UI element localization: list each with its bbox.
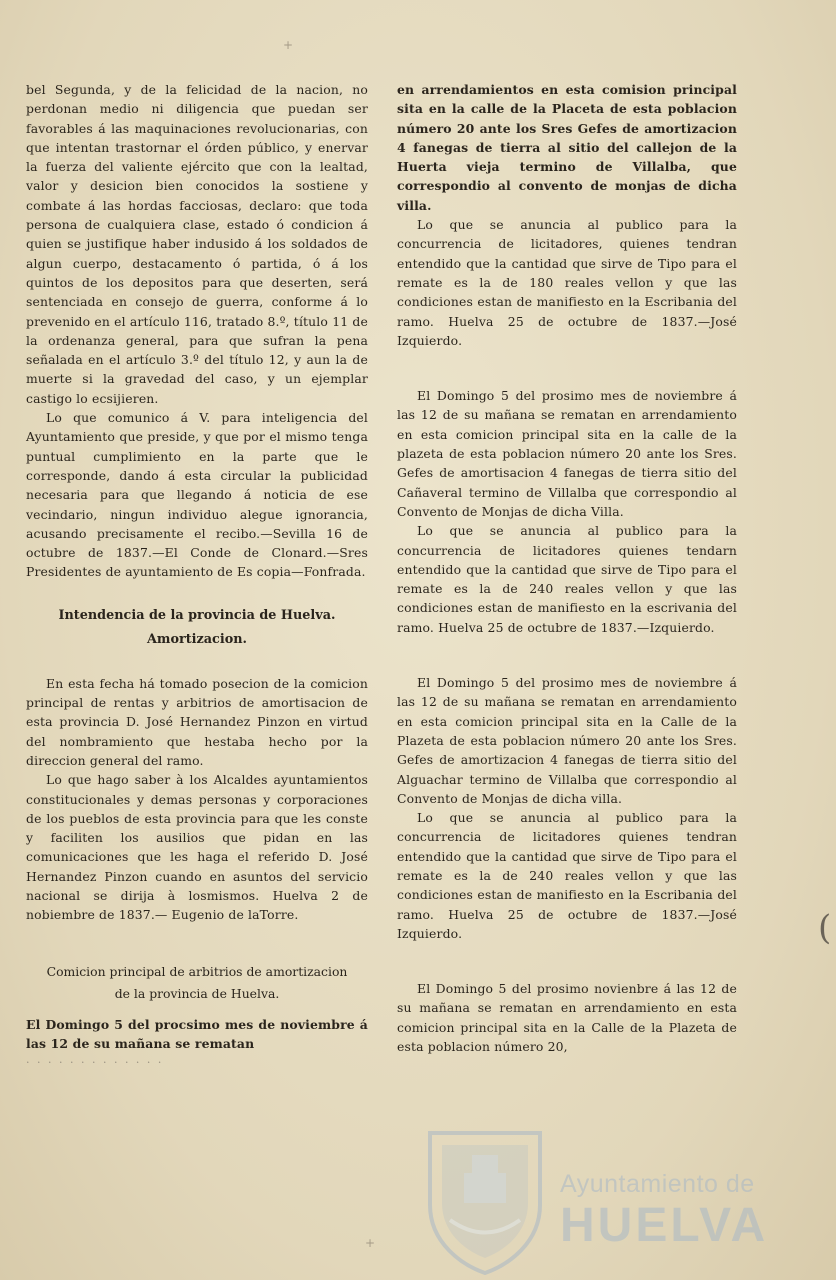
right-column — [397, 80, 737, 1056]
watermark-line-1: Ayuntamiento de — [560, 1170, 755, 1198]
left-column — [26, 80, 368, 1072]
faded-bottom-line: · · · · · · · · · · · · · — [26, 1056, 164, 1070]
right-paragraph-7: El Domingo 5 del prosimo novienbre á las 12 de su mañana se rematan en arrendamiento en esta comicion principal sita en la Calle de la Plazeta de esta poblacion número 20, — [397, 981, 737, 1055]
right-paragraph-4: Lo que se anuncia al publico para la concurrencia de licitadores quienes tendarn entendido que la cantidad que sirve de Tipo para el remate es la de 240 reales vellon y que las condiciones estan de manifiesto en la escrivania del ramo. Huelva 25 de octubre de 1837.—Izquierdo. — [397, 523, 737, 635]
right-paragraph-3: El Domingo 5 del prosimo mes de noviembre á las 12 de su mañana se rematan en arrendamiento en esta comicion principal sita en la calle de la plazeta de esta poblacion número 20 ante los Sres. Gefes de amortisacion 4 fanegas de tierra sitio del Cañaveral termino de Villalba que correspondio al Convento de Monjas de dicha Villa. — [397, 388, 737, 519]
right-paragraph-2: Lo que se anuncia al publico para la concurrencia de licitadores, quienes tendran entendido que la cantidad que sirve de Tipo para el remate es la de 180 reales vellon y que las condiciones estan de manifiesto en la Escribania del ramo. Huelva 25 de octubre de 1837.—José Izquierdo. — [397, 217, 737, 348]
intendencia-heading: Intendencia de la provincia de Huelva. — [58, 607, 336, 623]
left-paragraph-1: bel Segunda, y de la felicidad de la nacion, no perdonan medio ni diligencia que puedan ser favorables á las maquinaciones revolucionarias, con que intentan trastornar el órden público, y enervar la fuerza del valiente ejército que con la lealtad, valor y desicion bien conocidos la sostiene y combate á las hordas facciosas, declaro: que toda persona de cualquiera clase, estado ó condicion á quien se justifique haber indusido á los soldados de algun cuerpo, destacamento ó partida, ó á los quintos de los depositos para que deserten, será sentenciada en consejo de guerra, conforme á lo prevenido en el artículo 116, tratado 8.º, título 11 de la ordenanza general, para que sufran la pena señalada en el artículo 3.º del título 12, y aun la de muerte si la gravedad del caso, y un ejemplar castigo lo ecsijieren. — [26, 82, 368, 406]
margin-bracket-mark: ( — [818, 908, 832, 948]
right-paragraph-6: Lo que se anuncia al publico para la concurrencia de licitadores quienes tendran entendido que la cantidad que sirve de Tipo para el remate es la de 240 reales vellon y que las condiciones estan de manifiesto en la Escribania del ramo. Huelva 25 de octubre de 1837.—José Izquierdo. — [397, 810, 737, 941]
left-paragraph-4: Lo que hago saber à los Alcaldes ayuntamientos constitucionales y demas personas y corporaciones de los pueblos de esta provincia para que les conste y faciliten los ausilios que pidan en las comunicaciones que les haga el referido D. José Hernandez Pinzon cuando en asuntos del servicio nacional se dirija à losmismos. Huelva 2 de nobiembre de 1837.— Eugenio de laTorre. — [26, 772, 368, 923]
crosshair-mark-icon: + — [283, 38, 294, 52]
watermark-line-2: HUELVA — [560, 1199, 769, 1252]
left-paragraph-5: El Domingo 5 del procsimo mes de noviembre á las 12 de su mañana se rematan — [26, 1016, 368, 1051]
left-paragraph-2: Lo que comunico á V. para inteligencia del Ayuntamiento que preside, y que por el mismo tenga puntual cumplimiento en la parte que le corresponde, dando á esta circular la publicidad necesaria para que llegando á noticia de ese vecindario, ningun individuo alegue ignorancia, acusando precisamente el recibo.—Sevilla 16 de octubre de 1837.—El Conde de Clonard.—Sres Presidentes de ayuntamiento de Es copia—Fonfrada. — [26, 410, 368, 580]
comicion-heading-line-2: de la provincia de Huelva. — [114, 985, 280, 1001]
right-paragraph-1: en arrendamientos en esta comision principal sita en la calle de la Placeta de esta poblacion número 20 ante los Sres Gefes de amortizacion 4 fanegas de tierra al sitio del callejon de la Huerta vieja termino de Villalba, que correspondio al convento de monjas de dicha villa. — [397, 82, 737, 213]
amortizacion-heading: Amortizacion. — [146, 631, 248, 647]
right-paragraph-5: El Domingo 5 del prosimo mes de noviembre á las 12 de su mañana se rematan en arrendamiento en esta comicion principal sita en la Calle de la Plazeta de esta poblacion número 20 ante los Sres. Gefes de amortizacion 4 fanegas de tierra sitio del Alguachar termino de Villalba que correspondio al Convento de Monjas de dicha villa. — [397, 675, 737, 806]
ayuntamiento-watermark — [420, 1125, 800, 1275]
comicion-heading-line-1: Comicion principal de arbitrios de amortizacion — [46, 963, 348, 979]
shield-crest-icon — [420, 1125, 550, 1275]
crosshair-mark-icon: + — [365, 1236, 376, 1250]
left-paragraph-3: En esta fecha há tomado posecion de la comicion principal de rentas y arbitrios de amortisacion de esta provincia D. José Hernandez Pinzon en virtud del nombramiento que hestaba hecho por la direccion general del ramo. — [26, 675, 368, 768]
